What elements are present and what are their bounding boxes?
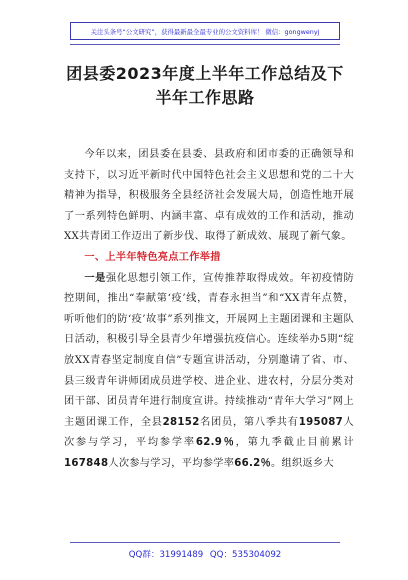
footer-divider — [70, 542, 340, 543]
season9-rate: 66.2％ — [234, 457, 272, 469]
season8-rate: 62.9％ — [195, 437, 236, 449]
header-divider — [70, 44, 340, 45]
paragraph-lead: 一是 — [84, 272, 106, 284]
paragraph-text: 人次参与学习，平均参学率 — [108, 457, 235, 469]
body-paragraph — [64, 269, 354, 475]
paragraph-text: ，第九季截止目前累计 — [235, 437, 354, 449]
footer-contact: QQ群：31991489 QQ：535304092 — [128, 550, 282, 560]
header-banner — [70, 22, 340, 40]
paragraph-text: 强化思想引领工作，宣传推荐取得成效。年初疫情防控期间，推出“奉献第‘疫’线，青春永担当”和“XX青年点赞，听听他们的防‘疫’故事”系列推文，开展网上主题团课和主题队日活动，积极引导全县青少年增强抗疫信心。连续举办5期“绽放XX青春坚定制度自信”专题宣讲活动，分别邀请了省、市、县三级青年讲师团成员进学校、进企业、进农村，分层分类对团干部、团员青年进行制度宣讲。持续推动“青年大学习”网上主题团课工作，全县 — [64, 272, 354, 428]
section-heading: 一、上半年特色亮点工作举措 — [84, 251, 221, 263]
intro-paragraph: 今年以来，团县委在县委、县政府和团市委的正确领导和支持下，以习近平新时代中国特色社会主义思想和党的二十大精神为指导，积极服务全县经济社会发展大局，创造性地开展了一系列特色鲜明、内涵丰富、卓有成效的工作和活动，推动XX共青团工作迈出了新步伐、取得了新成效、展现了新气象。 — [64, 149, 354, 243]
document-body — [64, 145, 354, 475]
season8-count: 195087 — [298, 416, 344, 428]
document-title: 团县委2023年度上半年工作总结及下半年工作思路 — [66, 64, 344, 107]
paragraph-text: 名团员，第八季共有 — [199, 416, 299, 428]
season9-count: 167848 — [64, 457, 109, 469]
paragraph-text: 。组织返乡大 — [271, 457, 334, 469]
banner-text: 关注头条号“公文研究”，获得最新最全最专业的公文资料库！ 微信：gongwenyj — [90, 27, 320, 36]
member-count: 28152 — [162, 416, 200, 428]
paragraph-text: 人次参与学习，平均参学率 — [64, 416, 355, 449]
